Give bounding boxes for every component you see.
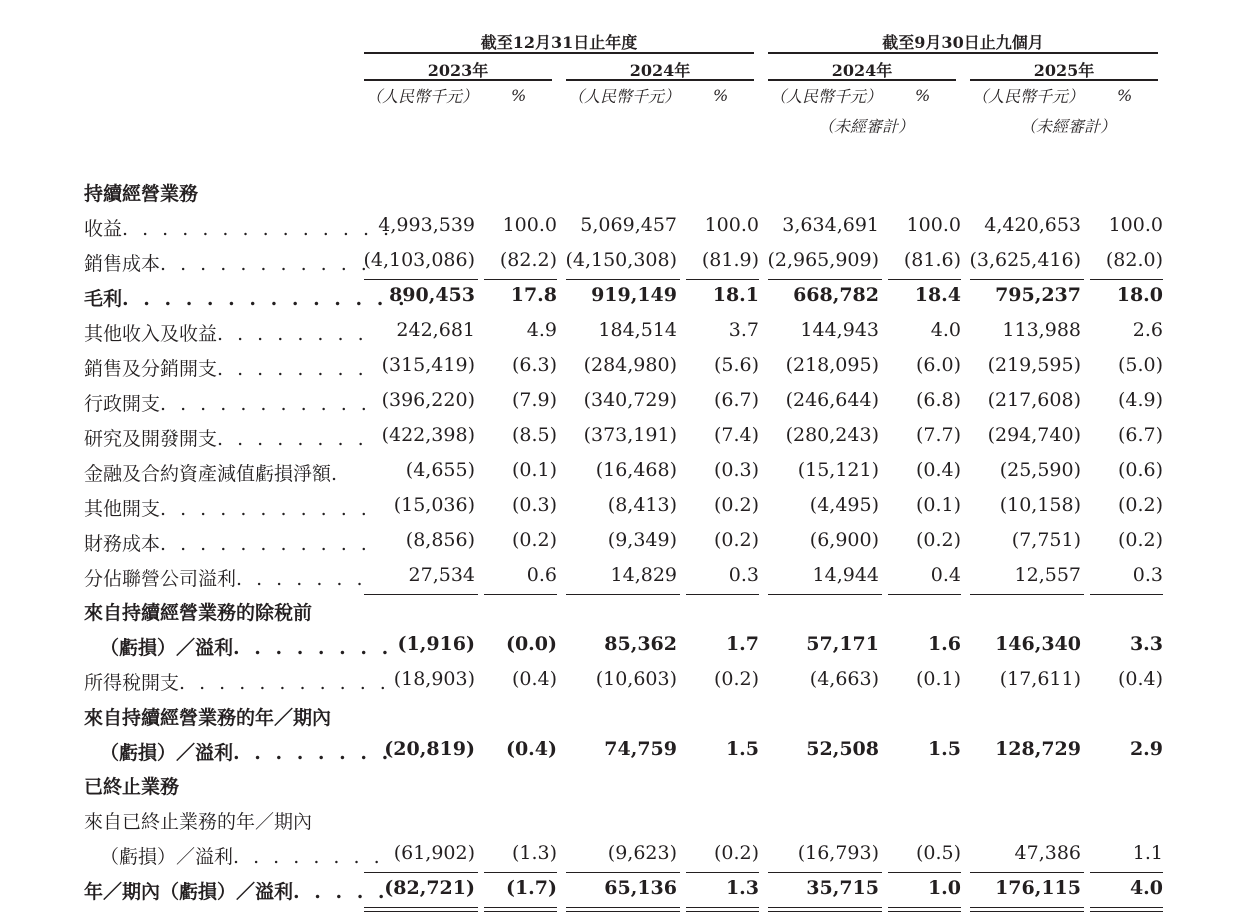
subtotal-rule — [888, 872, 961, 873]
subtotal-rule — [364, 594, 478, 595]
row-label — [100, 738, 392, 765]
subtotal-rule — [566, 907, 680, 908]
percent-cell: 2.6 — [1132, 319, 1163, 341]
percent-cell: 18.0 — [1116, 284, 1163, 306]
percent-label: % — [511, 86, 527, 105]
amount-cell: 128,729 — [995, 738, 1081, 760]
subtotal-rule — [686, 279, 759, 280]
percent-cell: 1.0 — [927, 877, 961, 899]
percent-cell: (0.2) — [713, 529, 759, 551]
amount-cell: (4,103,086) — [363, 249, 475, 271]
percent-cell: (82.2) — [499, 249, 557, 271]
amount-cell: 35,715 — [806, 877, 879, 899]
year-header-2023: 2023年 — [427, 61, 489, 80]
row-label-text: 所得稅開支 — [84, 672, 180, 694]
percent-cell: (4.9) — [1117, 389, 1163, 411]
percent-cell: 100.0 — [502, 214, 557, 236]
amount-cell: (4,663) — [809, 668, 879, 690]
year-rule — [768, 79, 956, 81]
row-label-text: 銷售成本 — [84, 253, 161, 275]
row-label-text: 研究及開發開支 — [84, 428, 218, 450]
percent-cell: 1.7 — [725, 633, 759, 655]
amount-cell: (9,623) — [607, 842, 677, 864]
subtotal-rule — [484, 872, 557, 873]
subtotal-rule — [566, 872, 680, 873]
subtotal-rule — [768, 279, 882, 280]
amount-cell: 242,681 — [396, 319, 475, 341]
percent-cell: (1.3) — [511, 842, 557, 864]
percent-cell: (7.9) — [511, 389, 557, 411]
percent-cell: (82.0) — [1105, 249, 1163, 271]
amount-cell: (284,980) — [583, 354, 677, 376]
amount-cell: (2,965,909) — [767, 249, 879, 271]
subtotal-rule — [484, 594, 557, 595]
amount-cell: (217,608) — [987, 389, 1081, 411]
percent-cell: (0.2) — [1117, 529, 1163, 551]
percent-cell: (6.7) — [713, 389, 759, 411]
percent-cell: 2.9 — [1129, 738, 1163, 760]
row-label — [84, 807, 312, 834]
amount-cell: 113,988 — [1002, 319, 1081, 341]
percent-cell: (0.4) — [505, 738, 557, 760]
percent-cell: 18.4 — [914, 284, 961, 306]
percent-cell: 4.0 — [930, 319, 961, 341]
subtotal-rule — [970, 594, 1084, 595]
amount-cell: 146,340 — [995, 633, 1081, 655]
amount-cell: 3,634,691 — [782, 214, 879, 236]
percent-cell: (8.5) — [511, 424, 557, 446]
amount-cell: 47,386 — [1014, 842, 1081, 864]
row-label-text: 來自持續經營業務的年／期內 — [84, 707, 332, 729]
amount-cell: (10,158) — [999, 494, 1081, 516]
row-label-text: （虧損）／溢利 — [100, 742, 234, 764]
percent-cell: (6.0) — [915, 354, 961, 376]
amount-cell: 14,829 — [610, 564, 677, 586]
header-rule — [768, 52, 1158, 54]
row-leader-dots: . . . . . . . . — [233, 742, 393, 764]
percent-cell: (81.9) — [701, 249, 759, 271]
row-label-text: 分佔聯營公司溢利 — [84, 568, 237, 590]
row-label-text: 其他開支 — [84, 498, 161, 520]
amount-cell: (6,900) — [809, 529, 879, 551]
percent-label: % — [915, 86, 931, 105]
row-leader-dots: . . . . . . . . . . . — [160, 498, 371, 520]
year-rule — [364, 79, 552, 81]
percent-cell: (0.4) — [511, 668, 557, 690]
percent-cell: (0.4) — [915, 459, 961, 481]
percent-cell: (0.2) — [1117, 494, 1163, 516]
amount-cell: (219,595) — [987, 354, 1081, 376]
amount-cell: (315,419) — [381, 354, 475, 376]
amount-cell: (294,740) — [987, 424, 1081, 446]
row-label — [84, 319, 368, 346]
subtotal-rule — [364, 872, 478, 873]
unit-label: （人民幣千元） — [568, 87, 681, 106]
percent-cell: 0.6 — [526, 564, 557, 586]
row-leader-dots: . . . . . . . . — [217, 358, 368, 380]
subtotal-rule — [686, 594, 759, 595]
percent-cell: (0.6) — [1117, 459, 1163, 481]
row-label — [84, 494, 371, 521]
amount-cell: (16,793) — [797, 842, 879, 864]
subtotal-rule — [566, 279, 680, 280]
row-label — [84, 214, 393, 241]
amount-cell: 4,993,539 — [378, 214, 475, 236]
subtotal-rule — [888, 279, 961, 280]
percent-cell: (0.2) — [511, 529, 557, 551]
percent-cell: 4.9 — [526, 319, 557, 341]
subtotal-rule — [888, 594, 961, 595]
percent-label: % — [1117, 86, 1133, 105]
percent-cell: 0.3 — [1132, 564, 1163, 586]
row-label-text: 金融及合約資產減值虧損淨額 — [84, 463, 332, 485]
amount-cell: (61,902) — [393, 842, 475, 864]
amount-cell: 57,171 — [806, 633, 879, 655]
subtotal-rule — [566, 594, 680, 595]
amount-cell: 176,115 — [995, 877, 1081, 899]
row-leader-dots: . . . . . . . . . . . — [160, 533, 371, 555]
percent-cell: 1.6 — [927, 633, 961, 655]
row-leader-dots: . . . . . . . . — [233, 846, 384, 868]
percent-cell: (0.2) — [713, 842, 759, 864]
row-label — [84, 703, 331, 730]
percent-cell: (0.2) — [713, 668, 759, 690]
percent-cell: 3.7 — [728, 319, 759, 341]
percent-cell: (0.3) — [713, 459, 759, 481]
year-rule — [566, 79, 754, 81]
row-label — [84, 668, 390, 695]
amount-cell: (280,243) — [785, 424, 879, 446]
percent-cell: (0.1) — [511, 459, 557, 481]
row-label — [84, 598, 312, 625]
subtotal-rule — [768, 594, 882, 595]
row-leader-dots: . . . . . . . . . . . — [160, 393, 371, 415]
percent-cell: (7.4) — [713, 424, 759, 446]
amount-cell: 668,782 — [793, 284, 879, 306]
percent-cell: 1.5 — [927, 738, 961, 760]
amount-cell: 5,069,457 — [580, 214, 677, 236]
percent-cell: (0.2) — [915, 529, 961, 551]
row-label-text: 已終止業務 — [84, 776, 180, 798]
percent-cell: 1.5 — [725, 738, 759, 760]
amount-cell: (3,625,416) — [969, 249, 1081, 271]
subtotal-rule — [970, 872, 1084, 873]
row-label — [84, 354, 368, 381]
amount-cell: (4,150,308) — [565, 249, 677, 271]
row-leader-dots: . . . . . . . . . . . — [179, 672, 390, 694]
amount-cell: 74,759 — [604, 738, 677, 760]
amount-cell: 65,136 — [604, 877, 677, 899]
unaudited-label: （未經審計） — [1020, 117, 1117, 136]
row-label-text: 毛利 — [84, 288, 123, 310]
percent-cell: (0.0) — [505, 633, 557, 655]
row-leader-dots: . . . . . . . . — [233, 637, 393, 659]
percent-cell: (0.3) — [511, 494, 557, 516]
amount-cell: 14,944 — [812, 564, 879, 586]
amount-cell: (218,095) — [785, 354, 879, 376]
subtotal-rule — [484, 279, 557, 280]
amount-cell: (4,655) — [405, 459, 475, 481]
percent-cell: (0.2) — [713, 494, 759, 516]
percent-cell: 1.3 — [725, 877, 759, 899]
percent-cell: 3.3 — [1129, 633, 1163, 655]
amount-cell: 12,557 — [1014, 564, 1081, 586]
amount-cell: (25,590) — [999, 459, 1081, 481]
subtotal-rule — [970, 279, 1084, 280]
header-group-year: 截至12月31日止年度 — [480, 33, 638, 52]
row-label — [84, 249, 371, 276]
unit-label: （人民幣千元） — [366, 87, 479, 106]
subtotal-rule — [364, 279, 478, 280]
header-group-nine-months: 截至9月30日止九個月 — [882, 33, 1044, 52]
subtotal-rule — [1090, 872, 1163, 873]
subtotal-rule — [888, 907, 961, 908]
row-label-text: 銷售及分銷開支 — [84, 358, 218, 380]
row-label-text: 來自已終止業務的年／期內 — [84, 811, 313, 833]
amount-cell: 919,149 — [591, 284, 677, 306]
subtotal-rule — [970, 907, 1084, 908]
row-label-text: 來自持續經營業務的除稅前 — [84, 602, 313, 624]
percent-cell: 100.0 — [704, 214, 759, 236]
amount-cell: (8,413) — [607, 494, 677, 516]
row-label — [84, 529, 371, 556]
amount-cell: (18,903) — [393, 668, 475, 690]
row-label — [84, 877, 389, 904]
percent-cell: (0.4) — [1117, 668, 1163, 690]
percent-cell: 0.4 — [930, 564, 961, 586]
row-label — [84, 772, 179, 799]
row-leader-dots: . . . . . . . . . . . . . . — [122, 288, 409, 310]
row-leader-dots: . . . . . . . — [236, 568, 367, 590]
subtotal-rule — [686, 907, 759, 908]
row-label-text: 其他收入及收益 — [84, 323, 218, 345]
row-leader-dots: . . . . . . . . — [217, 323, 368, 345]
row-label — [84, 459, 341, 486]
row-leader-dots: . . . . . . . . . . . . . . — [122, 218, 394, 240]
row-leader-dots: . . . . . . . . . . . — [160, 253, 371, 275]
amount-cell: (9,349) — [607, 529, 677, 551]
percent-cell: 17.8 — [510, 284, 557, 306]
unaudited-label: （未經審計） — [818, 117, 915, 136]
year-header-2024: 2024年 — [629, 61, 691, 80]
amount-cell: 890,453 — [389, 284, 475, 306]
amount-cell: 4,420,653 — [984, 214, 1081, 236]
subtotal-rule — [364, 907, 478, 908]
year-header-2025-nine: 2025年 — [1033, 61, 1095, 80]
percent-cell: 18.1 — [712, 284, 759, 306]
subtotal-rule — [768, 907, 882, 908]
amount-cell: 144,943 — [800, 319, 879, 341]
percent-cell: 4.0 — [1129, 877, 1163, 899]
amount-cell: (20,819) — [384, 738, 475, 760]
amount-cell: (15,036) — [393, 494, 475, 516]
header-rule — [364, 52, 754, 54]
subtotal-rule — [1090, 907, 1163, 908]
row-leader-dots: . — [331, 463, 342, 485]
row-label — [100, 842, 384, 869]
amount-cell: 52,508 — [806, 738, 879, 760]
amount-cell: (82,721) — [384, 877, 475, 899]
amount-cell: 795,237 — [995, 284, 1081, 306]
percent-cell: (81.6) — [903, 249, 961, 271]
amount-cell: (15,121) — [797, 459, 879, 481]
unit-label: （人民幣千元） — [972, 87, 1085, 106]
percent-cell: 1.1 — [1132, 842, 1163, 864]
amount-cell: (7,751) — [1011, 529, 1081, 551]
subtotal-rule — [484, 907, 557, 908]
amount-cell: 85,362 — [604, 633, 677, 655]
subtotal-rule — [1090, 594, 1163, 595]
subtotal-rule — [1090, 279, 1163, 280]
percent-cell: 100.0 — [1108, 214, 1163, 236]
row-label — [84, 179, 198, 206]
amount-cell: 27,534 — [408, 564, 475, 586]
percent-cell: (6.7) — [1117, 424, 1163, 446]
percent-cell: (5.0) — [1117, 354, 1163, 376]
row-label-text: （虧損）／溢利 — [100, 637, 234, 659]
amount-cell: (10,603) — [595, 668, 677, 690]
amount-cell: 184,514 — [598, 319, 677, 341]
percent-cell: (0.5) — [915, 842, 961, 864]
year-header-2024-nine: 2024年 — [831, 61, 893, 80]
percent-cell: 0.3 — [728, 564, 759, 586]
row-label-text: 持續經營業務 — [84, 183, 199, 205]
amount-cell: (1,916) — [397, 633, 475, 655]
percent-cell: (0.1) — [915, 494, 961, 516]
amount-cell: (422,398) — [381, 424, 475, 446]
unit-label: （人民幣千元） — [770, 87, 883, 106]
row-label — [84, 424, 368, 451]
percent-cell: (6.3) — [511, 354, 557, 376]
amount-cell: (8,856) — [405, 529, 475, 551]
amount-cell: (340,729) — [583, 389, 677, 411]
subtotal-rule — [686, 872, 759, 873]
percent-cell: 100.0 — [906, 214, 961, 236]
subtotal-rule — [768, 872, 882, 873]
row-label-text: 財務成本 — [84, 533, 161, 555]
percent-cell: (6.8) — [915, 389, 961, 411]
amount-cell: (16,468) — [595, 459, 677, 481]
row-label-text: 收益 — [84, 218, 123, 240]
percent-label: % — [713, 86, 729, 105]
amount-cell: (4,495) — [809, 494, 879, 516]
row-label-text: （虧損）／溢利 — [100, 846, 234, 868]
row-label-text: 年／期內（虧損）／溢利 — [84, 881, 294, 903]
percent-cell: (0.1) — [915, 668, 961, 690]
row-label — [84, 564, 367, 591]
year-rule — [970, 79, 1158, 81]
amount-cell: (17,611) — [999, 668, 1081, 690]
percent-cell: (5.6) — [713, 354, 759, 376]
amount-cell: (396,220) — [381, 389, 475, 411]
percent-cell: (1.7) — [505, 877, 557, 899]
row-label — [84, 389, 371, 416]
amount-cell: (373,191) — [583, 424, 677, 446]
row-leader-dots: . . . . . — [293, 881, 389, 903]
percent-cell: (7.7) — [915, 424, 961, 446]
amount-cell: (246,644) — [785, 389, 879, 411]
row-label — [100, 633, 392, 660]
row-label-text: 行政開支 — [84, 393, 161, 415]
row-leader-dots: . . . . . . . . — [217, 428, 368, 450]
